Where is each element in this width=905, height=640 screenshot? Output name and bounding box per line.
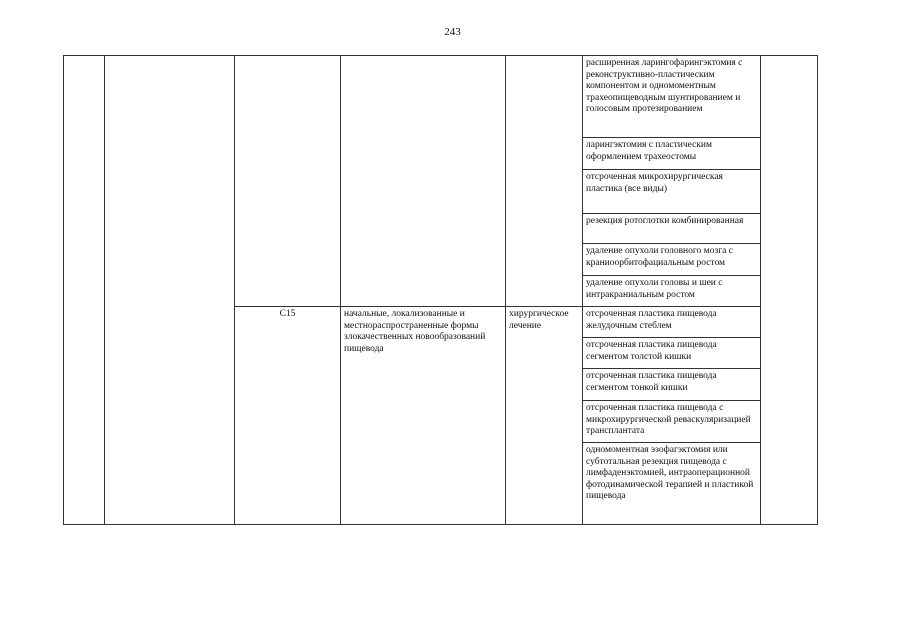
procedures-table [63,55,818,525]
procedure-cell: ларингэктомия с пластическим оформлением трахеостомы [583,138,761,170]
procedure-cell: отсроченная пластика пищевода сегментом толстой кишки [583,338,761,369]
code-cell-empty [235,56,341,307]
treatment-cell: хирургическое лечение [506,307,583,525]
procedure-cell: резекция ротоглотки комбинированная [583,214,761,244]
treatment-cell-empty [506,56,583,307]
table-row [64,56,818,138]
procedure-cell: удаление опухоли головного мозга с краниоорбитофациальным ростом [583,244,761,276]
procedure-cell: одномоментная эзофагэктомия или субтотальная резекция пищевода с лимфаденэктомией, интраоперационной фотодинамической терапией и пластикой пищевода [583,443,761,525]
procedure-cell: отсроченная микрохирургическая пластика (все виды) [583,170,761,214]
norm-cell [761,56,818,525]
procedure-cell: отсроченная пластика пищевода сегментом тонкой кишки [583,369,761,401]
procedure-cell: расширенная ларингофарингэктомия с реконструктивно-пластическим компонентом и одномоментным трахеопищеводным шунтированием и голосовым протезированием [583,56,761,138]
diagnosis-cell-empty [341,56,506,307]
code-cell: C15 [235,307,341,525]
diagnosis-cell: начальные, локализованные и местнораспространенные формы злокачественных новообразований пищевода [341,307,506,525]
procedure-cell: отсроченная пластика пищевода желудочным стеблем [583,307,761,338]
number-cell [64,56,105,525]
procedure-cell: отсроченная пластика пищевода с микрохирургической реваскуляризацией трансплантата [583,401,761,443]
group-name-cell [105,56,235,525]
procedure-cell: удаление опухоли головы и шеи с интракраниальным ростом [583,276,761,307]
page-number: 243 [444,26,461,38]
